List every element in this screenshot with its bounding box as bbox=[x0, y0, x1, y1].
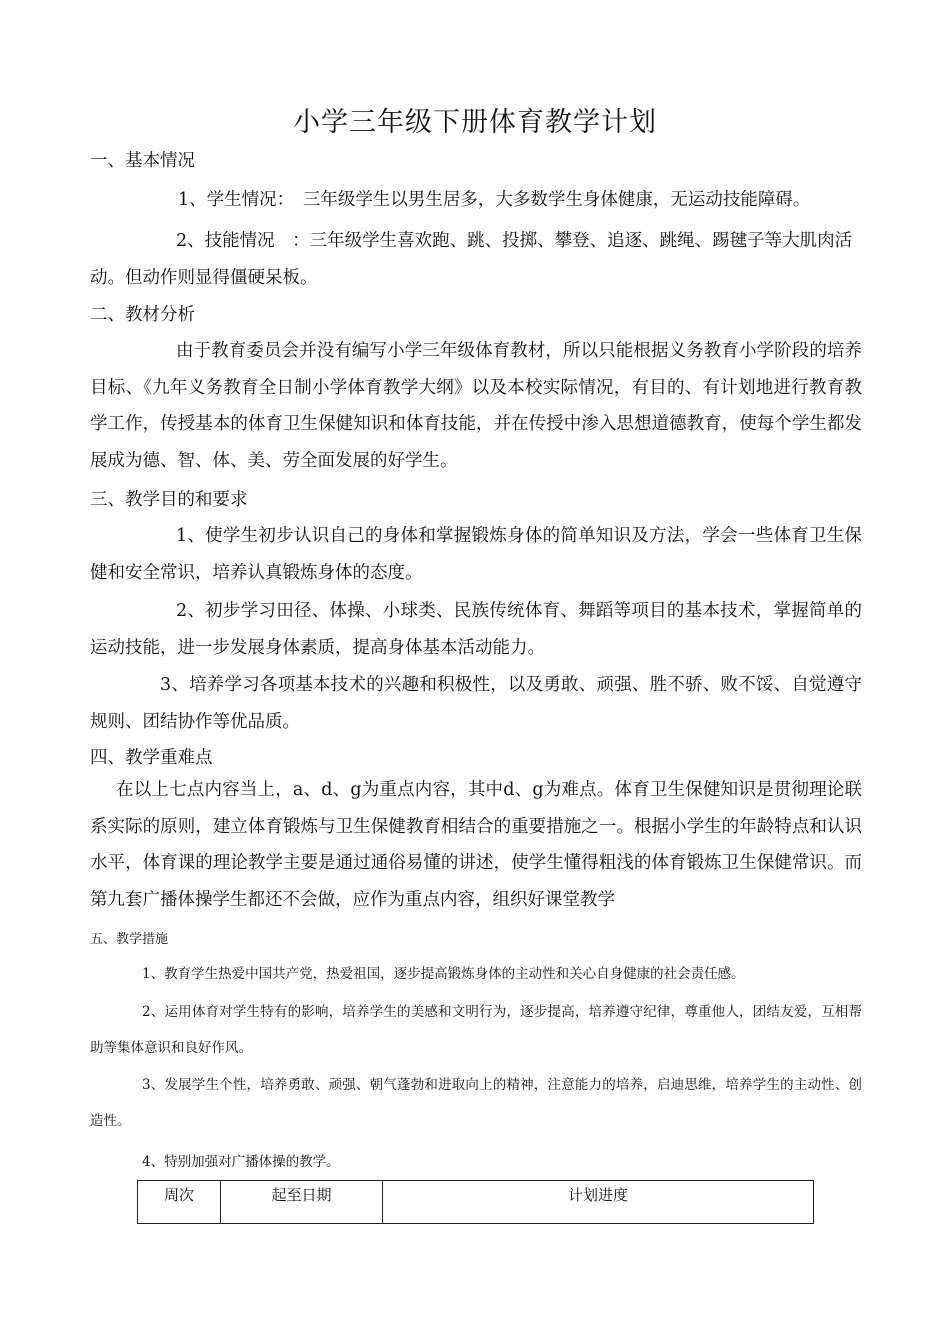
section-5-paragraph-4: 4、特别加强对广播体操的教学。 bbox=[142, 1154, 340, 1170]
schedule-table bbox=[137, 1180, 814, 1224]
page-title: 小学三年级下册体育教学计划 bbox=[293, 107, 657, 138]
section-5-paragraph-2: 2、运用体育对学生特有的影响，培养学生的美感和文明行为，逐步提高，培养遵守纪律，尊重他人，团结友爱，互相帮助等集体意识和良好作风。 bbox=[90, 1004, 862, 1056]
section-4-paragraph-1: 在以上七点内容当上，a、d、g为重点内容，其中d、g为难点。体育卫生保健知识是贯彻理论联系实际的原则，建立体育锻炼与卫生保健教育相结合的重要措施之一。根据小学生的年龄特点和认识水平，体育课的理论教学主要是通过通俗易懂的讲述，使学生懂得粗浅的体育锻炼卫生保健常识。而第九套广播体操学生都还不会做，应作为重点内容，组织好课堂教学 bbox=[90, 780, 862, 910]
section-3-paragraph-1: 1、使学生初步认识自己的身体和掌握锻炼身体的简单知识及方法，学会一些体育卫生保健和安全常识，培养认真锻炼身体的态度。 bbox=[90, 526, 862, 583]
section-5-heading: 五、教学措施 bbox=[90, 932, 169, 947]
section-3-paragraph-2: 2、初步学习田径、体操、小球类、民族传统体育、舞蹈等项目的基本技术，掌握简单的运动技能，进一步发展身体素质，提高身体基本活动能力。 bbox=[90, 601, 862, 658]
section-5-paragraph-1: 1、教育学生热爱中国共产党，热爱祖国，逐步提高锻炼身体的主动性和关心自身健康的社会责任感。 bbox=[142, 966, 745, 982]
section-1-paragraph-2-line-1: 2、技能情况 ：三年级学生喜欢跑、跳、投掷、攀登、追逐、跳绳、踢毽子等大肌肉活 bbox=[176, 231, 853, 251]
section-3-heading: 三、教学目的和要求 bbox=[90, 490, 248, 510]
section-5-paragraph-3: 3、发展学生个性，培养勇敢、顽强、朝气蓬勃和进取向上的精神，注意能力的培养，启迪思维，培养学生的主动性、创造性。 bbox=[90, 1077, 862, 1129]
section-2-heading: 二、教材分析 bbox=[90, 305, 195, 325]
section-1-paragraph-2-line-2: 动。但动作则显得僵硬呆板。 bbox=[90, 268, 318, 288]
header-week: 周次 bbox=[138, 1181, 221, 1224]
section-1-paragraph-1: 1、学生情况： 三年级学生以男生居多，大多数学生身体健康，无运动技能障碍。 bbox=[178, 190, 811, 210]
section-4-heading: 四、教学重难点 bbox=[90, 748, 213, 768]
section-1-heading: 一、基本情况 bbox=[90, 151, 195, 171]
header-date-range: 起至日期 bbox=[221, 1181, 383, 1224]
table-header-row bbox=[138, 1181, 814, 1224]
section-3-paragraph-3: 3、培养学习各项基本技术的兴趣和积极性，以及勇敢、顽强、胜不骄、败不馁、自觉遵守规则、团结协作等优品质。 bbox=[90, 675, 862, 732]
header-plan-progress: 计划进度 bbox=[383, 1181, 814, 1224]
section-2-paragraph-1: 由于教育委员会并没有编写小学三年级体育教材，所以只能根据义务教育小学阶段的培养目标、《九年义务教育全日制小学体育教学大纲》以及本校实际情况，有目的、有计划地进行教育教学工作，传授基本的体育卫生保健知识和体育技能，并在传授中渗入思想道德教育，使每个学生都发展成为德、智、体、美、劳全面发展的好学生。 bbox=[90, 341, 862, 471]
